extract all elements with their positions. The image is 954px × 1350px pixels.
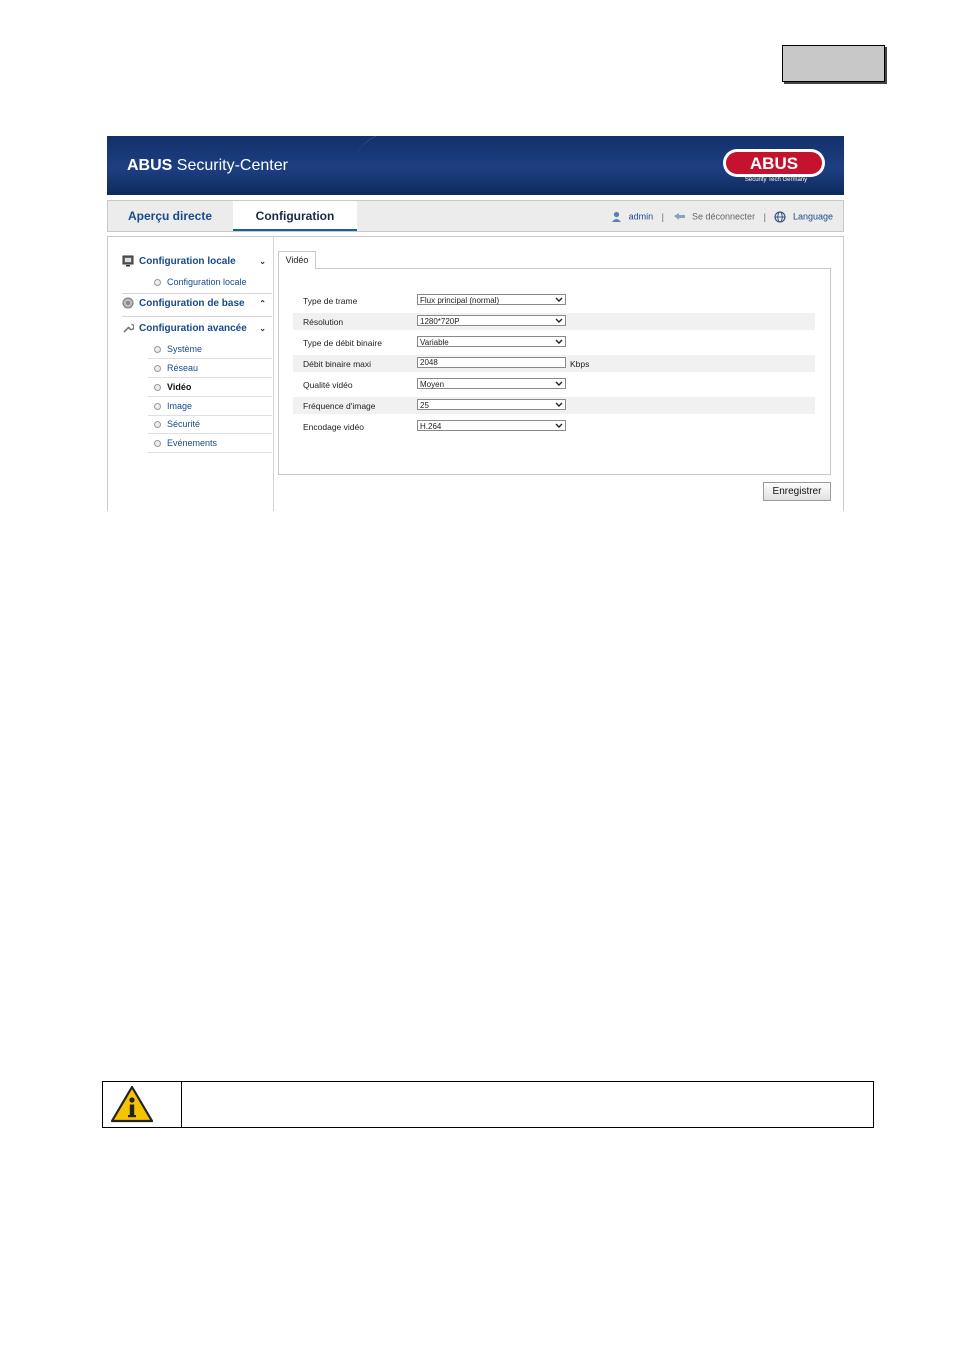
video-quality-select[interactable]: Moyen	[417, 378, 566, 389]
tab-video[interactable]: Vidéo	[278, 251, 316, 269]
video-encoding-select[interactable]: H.264	[417, 420, 566, 431]
bullet-icon	[154, 403, 161, 410]
chevron-down-icon	[554, 421, 564, 430]
sidebar-divider	[122, 316, 272, 317]
chevron-down-icon: ⌄	[259, 324, 266, 333]
chevron-down-icon	[554, 379, 564, 388]
globe-gear-icon	[122, 297, 134, 309]
content-area	[278, 251, 831, 497]
stream-type-select[interactable]: Flux principal (normal)	[417, 294, 566, 305]
chevron-down-icon	[554, 337, 564, 346]
setting-row-video-encoding: Encodage vidéo H.264	[293, 418, 815, 435]
logout-link[interactable]: Se déconnecter	[692, 211, 756, 222]
logo-tagline: Security Tech Germany	[744, 177, 808, 183]
bullet-icon	[154, 346, 161, 353]
info-note-box	[102, 1081, 874, 1128]
bullet-icon	[154, 384, 161, 391]
bitrate-type-select[interactable]: Variable	[417, 336, 566, 347]
svg-text:ABUS: ABUS	[749, 154, 799, 173]
sidebar-item-local-config[interactable]: Configuration locale	[148, 273, 272, 291]
chevron-down-icon	[554, 295, 564, 304]
chevron-down-icon: ⌄	[259, 257, 266, 266]
user-name-link[interactable]: admin	[628, 211, 654, 222]
sidebar-group-basic-config[interactable]: Configuration de base ⌃	[122, 294, 272, 314]
setting-row-stream-type: Type de trame Flux principal (normal)	[293, 292, 815, 309]
header-banner	[107, 136, 844, 195]
top-nav	[107, 200, 844, 232]
video-settings-panel	[278, 268, 831, 475]
sidebar-item-system[interactable]: Système	[148, 340, 272, 359]
bitrate-unit: Kbps	[570, 359, 590, 369]
sidebar-item-video[interactable]: Vidéo	[148, 378, 272, 397]
nav-separator: |	[661, 211, 664, 222]
screenshot	[107, 136, 844, 510]
sidebar-item-security[interactable]: Sécurité	[148, 415, 272, 434]
bullet-icon	[154, 440, 161, 447]
bullet-icon	[154, 279, 161, 286]
chevron-down-icon	[554, 316, 564, 325]
abus-logo	[722, 148, 826, 178]
note-icon-cell	[103, 1082, 182, 1127]
setting-row-resolution: Résolution 1280*720P	[293, 313, 815, 330]
app-title: ABUS Security-Center	[127, 157, 288, 174]
main-frame	[107, 236, 844, 511]
user-menu	[611, 201, 833, 231]
sidebar-item-events[interactable]: Evénements	[148, 434, 272, 453]
setting-row-max-bitrate: Débit binaire maxi 2048 Kbps	[293, 355, 815, 372]
user-icon	[611, 211, 622, 222]
globe-icon	[774, 211, 786, 223]
warning-info-icon	[110, 1085, 154, 1123]
sidebar	[108, 237, 274, 511]
sidebar-group-local-config[interactable]: Configuration locale ⌄	[122, 252, 272, 272]
logout-icon	[673, 212, 686, 221]
setting-row-frame-rate: Fréquence d'image 25	[293, 397, 815, 414]
wrench-icon	[122, 322, 134, 334]
bullet-icon	[154, 365, 161, 372]
chevron-down-icon	[554, 400, 564, 409]
sidebar-item-image[interactable]: Image	[148, 397, 272, 416]
sidebar-group-advanced-config[interactable]: Configuration avancée ⌄	[122, 319, 272, 339]
resolution-select[interactable]: 1280*720P	[417, 315, 566, 326]
sidebar-item-network[interactable]: Réseau	[148, 359, 272, 378]
nav-separator-2: |	[763, 211, 766, 222]
save-button[interactable]: Enregistrer	[763, 482, 831, 501]
page-number-box	[782, 45, 885, 82]
frame-rate-select[interactable]: 25	[417, 399, 566, 410]
tab-configuration[interactable]: Configuration	[233, 201, 357, 231]
chevron-up-icon: ⌃	[259, 299, 266, 308]
setting-row-video-quality: Qualité vidéo Moyen	[293, 376, 815, 393]
max-bitrate-input[interactable]: 2048	[417, 357, 566, 368]
monitor-icon	[122, 255, 134, 267]
bullet-icon	[154, 421, 161, 428]
tab-live-view[interactable]: Aperçu directe	[128, 209, 213, 223]
language-link[interactable]: Language	[792, 211, 833, 222]
setting-row-bitrate-type: Type de débit binaire Variable	[293, 334, 815, 351]
